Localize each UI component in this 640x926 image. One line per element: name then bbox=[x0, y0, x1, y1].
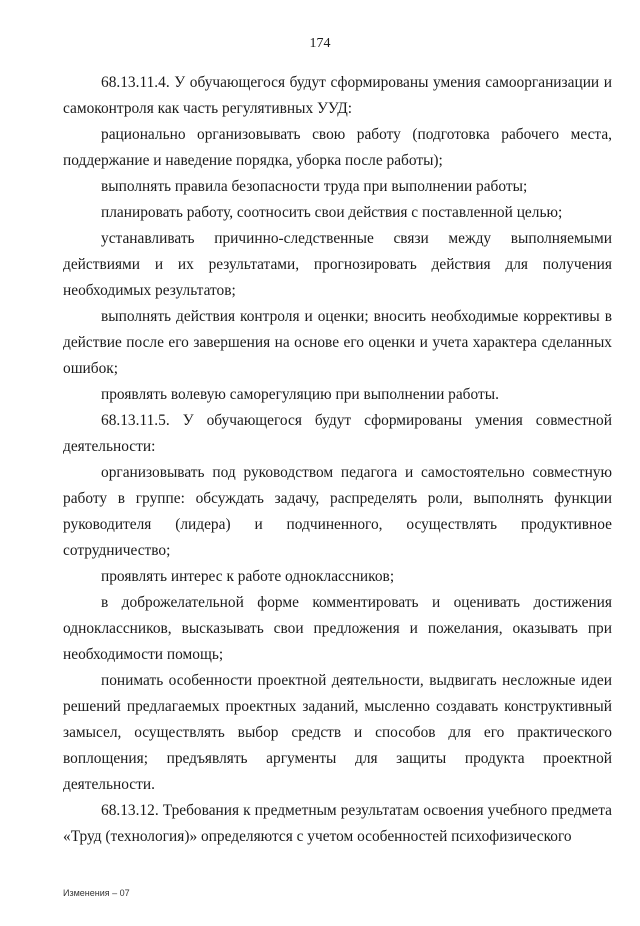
paragraph-list-item: планировать работу, соотносить свои действия с поставленной целью; bbox=[101, 204, 563, 221]
paragraph-list-item: выполнять правила безопасности труда при выполнении работы; bbox=[101, 178, 528, 195]
paragraph-list-item: устанавливать причинно-следственные связи между выполняемыми действиями и их результатами, прогнозировать действия для получения необходимых результатов; bbox=[63, 230, 612, 299]
paragraph-section-68-13-11-4: 68.13.11.4. У обучающегося будут сформированы умения самоорганизации и самоконтроля как часть регулятивных УУД: bbox=[63, 74, 612, 117]
paragraph-list-item: выполнять действия контроля и оценки; вносить необходимые коррективы в действие после его завершения на основе его оценки и учета характера сделанных ошибок; bbox=[63, 308, 612, 377]
paragraph-list-item: в доброжелательной форме комментировать и оценивать достижения одноклассников, высказывать свои предложения и пожелания, оказывать при необходимости помощь; bbox=[63, 594, 612, 663]
paragraph-list-item: проявлять интерес к работе одноклассников; bbox=[101, 568, 395, 585]
document-body bbox=[63, 70, 612, 850]
paragraph-list-item: организовывать под руководством педагога и самостоятельно совместную работу в группе: обсуждать задачу, распределять роли, выполнять функции руководителя (лидера) и подчиненного, осуществлять продуктивное сотрудничество; bbox=[63, 464, 612, 559]
paragraph-list-item: проявлять волевую саморегуляцию при выполнении работы. bbox=[101, 386, 499, 403]
paragraph-section-68-13-12: 68.13.12. Требования к предметным результатам освоения учебного предмета «Труд (технология)» определяются с учетом особенностей психофизического bbox=[63, 802, 612, 845]
paragraph-list-item: рационально организовывать свою работу (подготовка рабочего места, поддержание и наведение порядка, уборка после работы); bbox=[63, 126, 612, 169]
paragraph-list-item: понимать особенности проектной деятельности, выдвигать несложные идеи решений предлагаемых проектных заданий, мысленно создавать конструктивный замысел, осуществлять выбор средств и способов для его практического воплощения; предъявлять аргументы для защиты продукта проектной деятельности. bbox=[63, 672, 612, 793]
paragraph-section-68-13-11-5: 68.13.11.5. У обучающегося будут сформированы умения совместной деятельности: bbox=[63, 412, 612, 455]
footer-note: Изменения – 07 bbox=[63, 888, 130, 898]
page-number: 174 bbox=[309, 36, 331, 51]
